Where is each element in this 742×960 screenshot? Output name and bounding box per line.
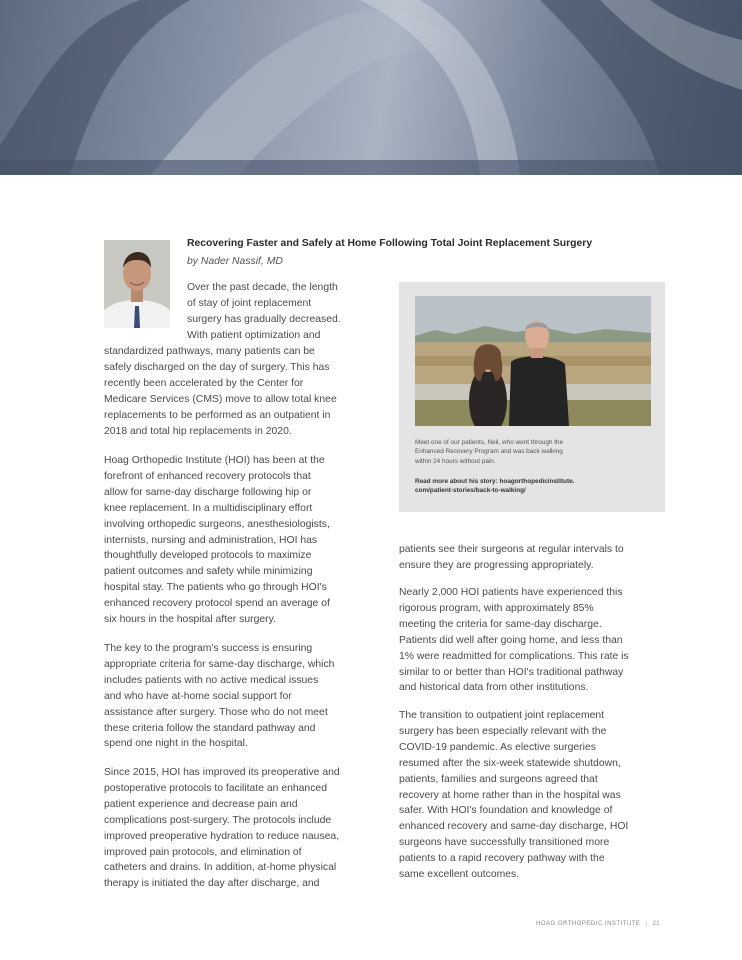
text-line: surgery has been especially relevant with the (399, 725, 607, 737)
article-byline: by Nader Nassif, MD (187, 256, 283, 267)
text-line: improved pain protocols, and elimination of (104, 846, 302, 858)
text-line: 2018 and total hip replacements in 2020. (104, 425, 292, 437)
text-line: rigorous program, with approximately 85% (399, 602, 594, 614)
patient-photo (415, 296, 651, 426)
text-line: Over the past decade, the length (187, 282, 338, 293)
text-line: enhanced recovery protocol spend an average of (104, 598, 330, 610)
photo-caption (415, 438, 651, 466)
text-line: surgery has gradually decreased. (187, 313, 341, 325)
link-line[interactable]: Read more about his story: hoagorthopedicinstitute. (415, 478, 575, 485)
text-line: allow for same-day discharge following hip or (104, 486, 312, 498)
paragraph-since-2015 (104, 765, 340, 892)
publication-name: HOAG ORTHOPEDIC INSTITUTE (536, 921, 641, 927)
patient-photo-box (399, 282, 665, 512)
text-line: The transition to outpatient joint replacement (399, 710, 605, 721)
text-line: of stay of joint replacement (187, 297, 312, 309)
text-line: thoughtfully developed protocols to maximize (104, 550, 312, 562)
text-line: replacements to be performed as an outpatient in (104, 409, 331, 421)
text-line: patient experience and decrease pain and (104, 798, 298, 810)
caption-line: Meet one of our patients, Neil, who went through the (415, 439, 564, 446)
text-line: Since 2015, HOI has improved its preoperative and (104, 767, 340, 778)
text-line: meeting the criteria for same-day discharge. (399, 618, 602, 630)
text-line: assistance after surgery. Those who do not meet (104, 706, 328, 718)
story-link[interactable] (415, 477, 651, 496)
text-line: similar to or better than HOI's traditional pathway (399, 666, 624, 678)
text-line: patients to a rapid recovery pathway with the (399, 853, 605, 865)
text-line: includes patients with no active medical issues (104, 674, 319, 686)
text-line: Nearly 2,000 HOI patients have experienced this (399, 587, 623, 598)
text-line: recovery at home rather than in the hospital was (399, 789, 621, 801)
text-line: Hoag Orthopedic Institute (HOI) has been at the (104, 455, 325, 466)
text-line: catheters and drains. In addition, at-home physical (104, 862, 337, 874)
caption-line: within 24 hours without pain. (415, 457, 496, 465)
text-line: safely discharged on the day of surgery. This has (104, 361, 330, 373)
paragraph-covid (399, 708, 628, 883)
text-line: patient outcomes and safety while minimizing (104, 566, 313, 578)
author-photo (104, 240, 170, 328)
text-line: patients see their surgeons at regular intervals to (399, 544, 624, 555)
page-footer (536, 921, 660, 927)
text-line: therapy is initiated the day after discharge, and (104, 878, 320, 890)
text-line: 1% were readmitted for complications. This rate is (399, 650, 629, 662)
text-line: With patient optimization and (187, 329, 321, 341)
text-line: internists, nursing and administration, HOI has (104, 534, 318, 546)
text-line: Medicare Services (CMS) move to allow total knee (104, 393, 337, 405)
text-line: postoperative protocols to facilitate an enhanced (104, 782, 327, 794)
text-line: same excellent outcomes. (399, 869, 520, 881)
text-line: these criteria follow the standard pathway and (104, 722, 316, 734)
text-line: recently been accelerated by the Center for (104, 377, 304, 389)
text-line: resumed after the six-week statewide shutdown, (399, 757, 621, 769)
caption-line: Enhanced Recovery Program and was back walking (415, 448, 563, 456)
paragraph-program-criteria (104, 641, 334, 752)
intro-paragraph-full (104, 344, 337, 439)
text-line: safer. With HOI's foundation and knowledge of (399, 805, 613, 817)
text-line: improved preoperative hydration to reduce nausea, (104, 830, 340, 842)
text-line: enhanced recovery and same-day discharge, HOI (399, 821, 629, 833)
article-title: Recovering Faster and Safely at Home Following Total Joint Replacement Surgery (187, 238, 593, 249)
text-line: COVID-19 pandemic. As elective surgeries (399, 741, 596, 753)
hero-abstract-image (0, 0, 742, 175)
text-line: and historical data from other institutions. (399, 682, 589, 694)
text-line: six hours in the hospital after surgery. (104, 614, 276, 626)
text-line: involving orthopedic surgeons, anesthesiologists, (104, 518, 330, 530)
footer-divider: | (645, 921, 648, 927)
paragraph-continued (399, 542, 624, 574)
text-line: spend one night in the hospital. (104, 738, 248, 750)
text-line: and who have at-home social support for (104, 690, 292, 702)
page-number: 21 (652, 921, 661, 927)
text-line: Patients did well after going home, and less than (399, 634, 623, 646)
text-line: ensure they are progressing appropriately. (399, 559, 594, 571)
paragraph-hoi-protocols (104, 453, 330, 628)
text-line: hospital stay. The patients who go through HOI's (104, 582, 327, 594)
text-line: forefront of enhanced recovery protocols that (104, 470, 311, 482)
text-line: standardized pathways, many patients can be (104, 346, 315, 357)
text-line: patients, families and surgeons agreed that (399, 773, 598, 785)
hero-banner (0, 0, 742, 175)
link-line[interactable]: com/patient-stories/back-to-walking/ (415, 487, 526, 495)
text-line: surgeons have successfully transitioned more (399, 837, 610, 849)
intro-paragraph-wrapped (187, 280, 341, 344)
text-line: knee replacement. In a multidisciplinary effort (104, 502, 313, 514)
text-line: complications post-surgery. The protocols include (104, 814, 332, 826)
paragraph-results (399, 585, 629, 696)
text-line: The key to the program's success is ensuring (104, 643, 313, 654)
text-line: appropriate criteria for same-day discharge, which (104, 658, 335, 670)
